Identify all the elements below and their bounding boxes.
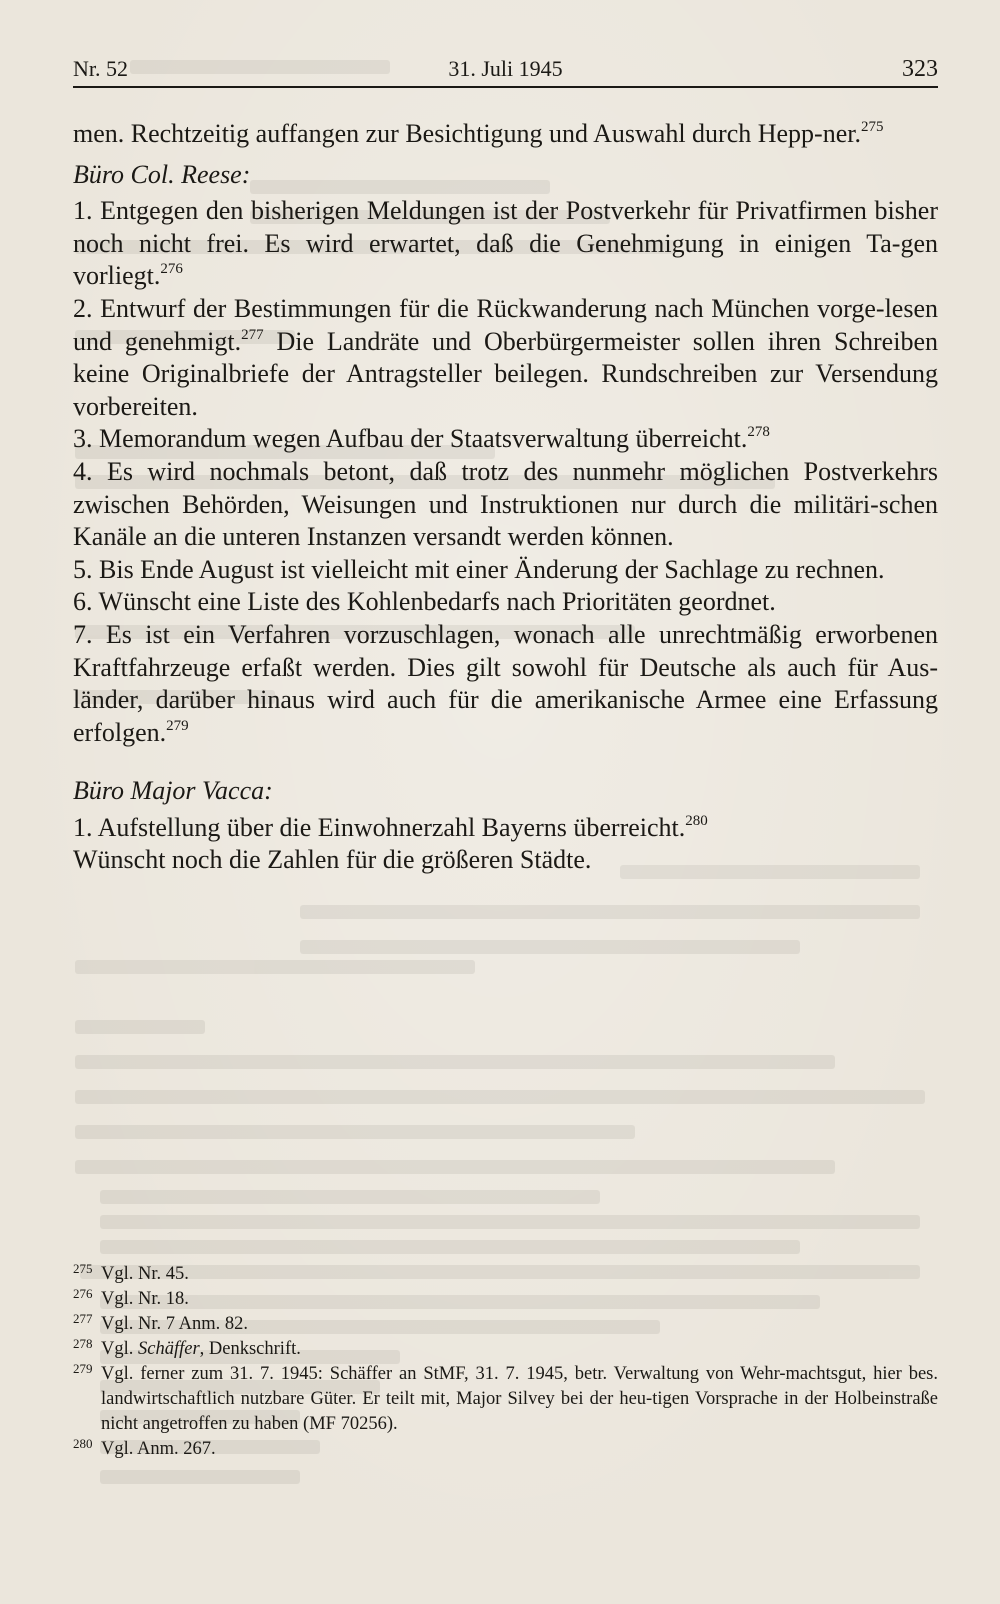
footnote-ref: 280 — [685, 812, 708, 829]
footnote-ref: 276 — [160, 261, 183, 278]
section-heading-reese: Büro Col. Reese: — [73, 159, 251, 189]
section-heading-vacca: Büro Major Vacca: — [73, 776, 273, 806]
footnote: 280 Vgl. Anm. 267. — [73, 1437, 938, 1462]
footnotes — [73, 1262, 938, 1462]
main-text — [73, 118, 938, 877]
footnote: 275 Vgl. Nr. 45. — [73, 1262, 938, 1287]
list-item: Wünscht noch die Zahlen für die größeren Städte. — [73, 845, 592, 875]
footnote-number: 276 — [73, 1286, 93, 1301]
list-item: 6. Wünscht eine Liste des Kohlenbedarfs nach Prioritäten geordnet. — [73, 587, 776, 617]
footnote-number: 275 — [73, 1261, 93, 1276]
intro-paragraph — [73, 118, 938, 151]
footnote-number: 280 — [73, 1436, 93, 1451]
page-number: 323 — [902, 56, 938, 82]
list-item: 5. Bis Ende August ist vielleicht mit einer Änderung der Sachlage zu rechnen. — [73, 554, 885, 584]
footnote-ref: 279 — [166, 717, 189, 734]
footnote-ref: 278 — [747, 424, 770, 441]
list-item: 1. Aufstellung über die Einwohnerzahl Bayerns überreicht.$^{280}$ — [73, 812, 708, 842]
footnote: 279 Vgl. ferner zum 31. 7. 1945: Schäffer an StMF, 31. 7. 1945, betr. Verwaltung von Wehr-machtsgut, hier bes. landwirtschaftlich nutzbare Güter. Er teilt mit, Major Silvey bei der heu-tigen Vorsprache in der Holbeinstraße nicht angetroffen zu haben (MF 70256). — [73, 1362, 938, 1437]
list-item: 3. Memorandum wegen Aufbau der Staatsverwaltung überreicht.$^{278}$ — [73, 424, 770, 454]
list-item: 4. Es wird nochmals betont, daß trotz des nunmehr möglichen Postverkehrs zwischen Behörden, Weisungen und Instruktionen nur durch die militäri-schen Kanäle an die unteren Instanzen versandt werden können. — [73, 456, 938, 552]
footnote-ref: 277 — [241, 326, 264, 343]
author-name: Schäffer — [138, 1339, 200, 1359]
intro-text: men. Rechtzeitig auffangen zur Besichtigung und Auswahl durch Hepp-ner. — [73, 119, 861, 148]
footnote: 277 Vgl. Nr. 7 Anm. 82. — [73, 1312, 938, 1337]
footnote-number: 279 — [73, 1361, 93, 1376]
list-item: 1. Entgegen den bisherigen Meldungen ist der Postverkehr für Privatfirmen bisher noch nicht frei. Es wird erwartet, daß die Genehmigung in einigen Ta-gen vorliegt.$^{276}$ — [73, 196, 938, 291]
list-item: 7. Es ist ein Verfahren vorzuschlagen, wonach alle unrechtmäßig erworbenen Kraftfahrzeuge erfaßt werden. Dies gilt sowohl für Deutsche als auch für Aus-länder, darüber hinaus wird auch für die amerikanische Armee eine Erfassung erfolgen.$^{279}$ — [73, 619, 938, 747]
footnote: 276 Vgl. Nr. 18. — [73, 1287, 938, 1312]
footnote-number: 277 — [73, 1311, 93, 1326]
footnote-ref: 275 — [860, 119, 884, 135]
running-header — [73, 52, 938, 88]
list-item: 2. Entwurf der Bestimmungen für die Rückwanderung nach München vorge-lesen und genehmigt.$^{277}$ Die Landräte und Oberbürgermeister sollen ihren Schreiben keine Originalbriefe der Antragsteller beilegen. Rundschreiben zur Versendung vorbereiten. — [73, 293, 938, 421]
footnote-number: 278 — [73, 1336, 93, 1351]
header-date: 31. Juli 1945 — [448, 56, 563, 81]
footnote: 278 Vgl. Schäffer, Denkschrift. — [73, 1337, 938, 1362]
document-number: Nr. 52 — [73, 56, 128, 81]
